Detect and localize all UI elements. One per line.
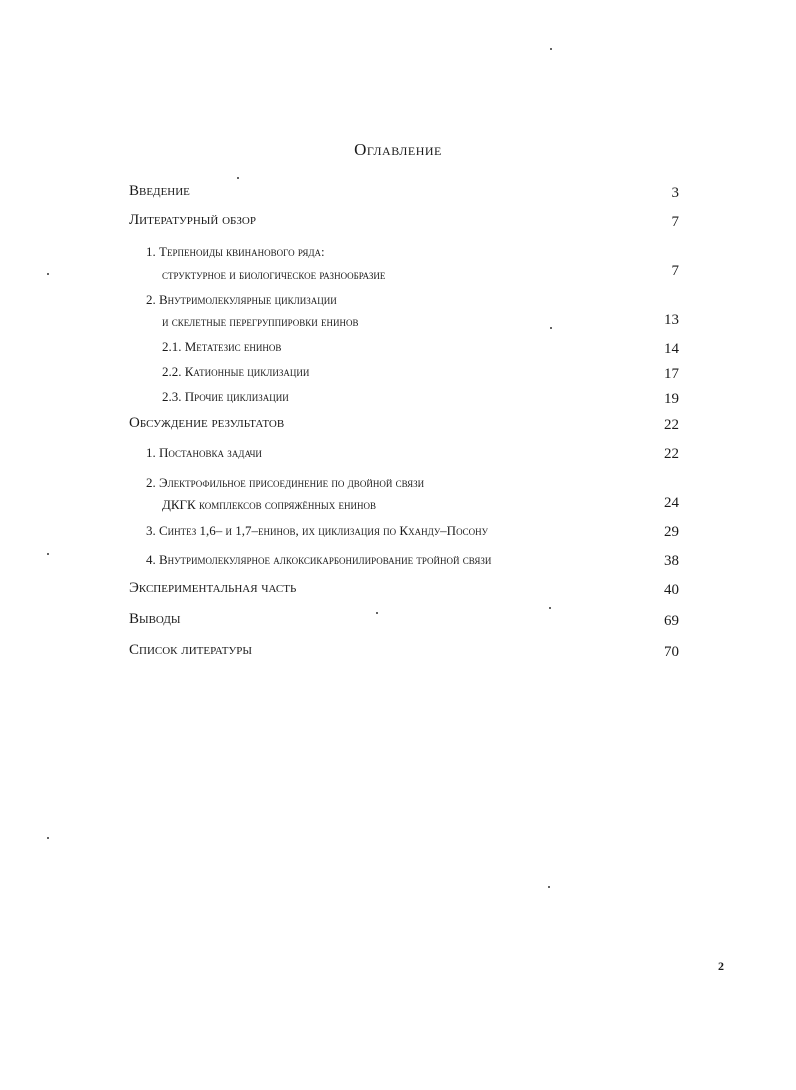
scan-speck bbox=[550, 48, 552, 50]
toc-entry-intramolecular-cyclizations[interactable] bbox=[0, 289, 796, 333]
toc-entry-page: 3 bbox=[671, 185, 679, 201]
toc-entry-label: Выводы bbox=[129, 611, 181, 627]
toc-entry-page: 7 bbox=[671, 263, 679, 279]
scan-speck bbox=[237, 177, 239, 179]
toc-entry-label: 2.3. Прочие циклизации bbox=[162, 389, 289, 404]
scan-speck bbox=[550, 327, 552, 329]
toc-entry-label: 4. Внутримолекулярное алкоксикарбонилирование тройной связи bbox=[146, 552, 492, 567]
toc-entry-label: 2.2. Катионные циклизации bbox=[162, 364, 310, 379]
toc-entry-page: 69 bbox=[664, 613, 679, 629]
toc-entry-label: 1. Постановка задачи bbox=[146, 445, 262, 460]
scan-speck bbox=[549, 607, 551, 609]
toc-entry-page: 22 bbox=[664, 446, 679, 462]
toc-entry-page: 7 bbox=[671, 214, 679, 230]
scan-speck bbox=[376, 612, 378, 614]
scan-speck bbox=[548, 886, 550, 888]
toc-entry-literature-review[interactable] bbox=[0, 212, 796, 236]
page-number: 2 bbox=[718, 959, 724, 973]
toc-entry-label: 1. Терпеноиды квинанового ряда: структурное и биологическое разнообразие bbox=[146, 244, 386, 282]
toc-entry-page: 24 bbox=[664, 495, 679, 511]
toc-entry-page: 70 bbox=[664, 644, 679, 660]
toc-entry-label: Список литературы bbox=[129, 642, 253, 658]
toc-entry-introduction[interactable] bbox=[0, 183, 796, 207]
toc-entry-page: 14 bbox=[664, 341, 679, 357]
toc-entry-page: 13 bbox=[664, 312, 679, 328]
toc-entry-label: 2. Внутримолекулярные циклизации и скелетные перегруппировки енинов bbox=[146, 292, 359, 329]
toc-entry-enyne-metathesis[interactable] bbox=[0, 339, 796, 363]
toc-entry-results-discussion[interactable] bbox=[0, 415, 796, 439]
toc-entry-label: 2.1. Метатезис енинов bbox=[162, 339, 282, 354]
toc-entry-label: 2. Электрофильное присоединение по двойной связи ДКГК комплексов сопряжённых енинов bbox=[146, 475, 425, 512]
toc-entry-terpenoids[interactable] bbox=[0, 240, 796, 284]
toc-entry-references[interactable] bbox=[0, 642, 796, 666]
toc-entry-page: 29 bbox=[664, 524, 679, 540]
toc-entry-enyne-synthesis[interactable] bbox=[0, 522, 796, 546]
toc-entry-electrophilic-addition[interactable] bbox=[0, 472, 796, 516]
toc-entry-other-cyclizations[interactable] bbox=[0, 389, 796, 413]
toc-title: Оглавление bbox=[354, 140, 442, 159]
toc-entry-label: 3. Синтез 1,6– и 1,7–енинов, их циклизация по Кханду–Посону bbox=[146, 523, 489, 538]
toc-entry-experimental[interactable] bbox=[0, 580, 796, 604]
toc-entry-alkoxycarbonylation[interactable] bbox=[0, 551, 796, 575]
toc-entry-label: Введение bbox=[129, 183, 190, 199]
toc-entry-page: 17 bbox=[664, 366, 679, 382]
toc-entry-page: 38 bbox=[664, 553, 679, 569]
toc-entry-conclusions[interactable] bbox=[0, 611, 796, 635]
toc-entry-page: 22 bbox=[664, 417, 679, 433]
toc-entry-label: Литературный обзор bbox=[129, 212, 256, 228]
toc-entry-problem-statement[interactable] bbox=[0, 444, 796, 468]
toc-entry-label: Экспериментальная часть bbox=[129, 580, 297, 596]
toc-entry-page: 19 bbox=[664, 391, 679, 407]
toc-entry-cationic-cyclizations[interactable] bbox=[0, 364, 796, 388]
scan-speck bbox=[47, 273, 49, 275]
toc-entry-label: Обсуждение результатов bbox=[129, 415, 285, 431]
scan-speck bbox=[47, 553, 49, 555]
scan-speck bbox=[47, 837, 49, 839]
toc-entry-page: 40 bbox=[664, 582, 679, 598]
